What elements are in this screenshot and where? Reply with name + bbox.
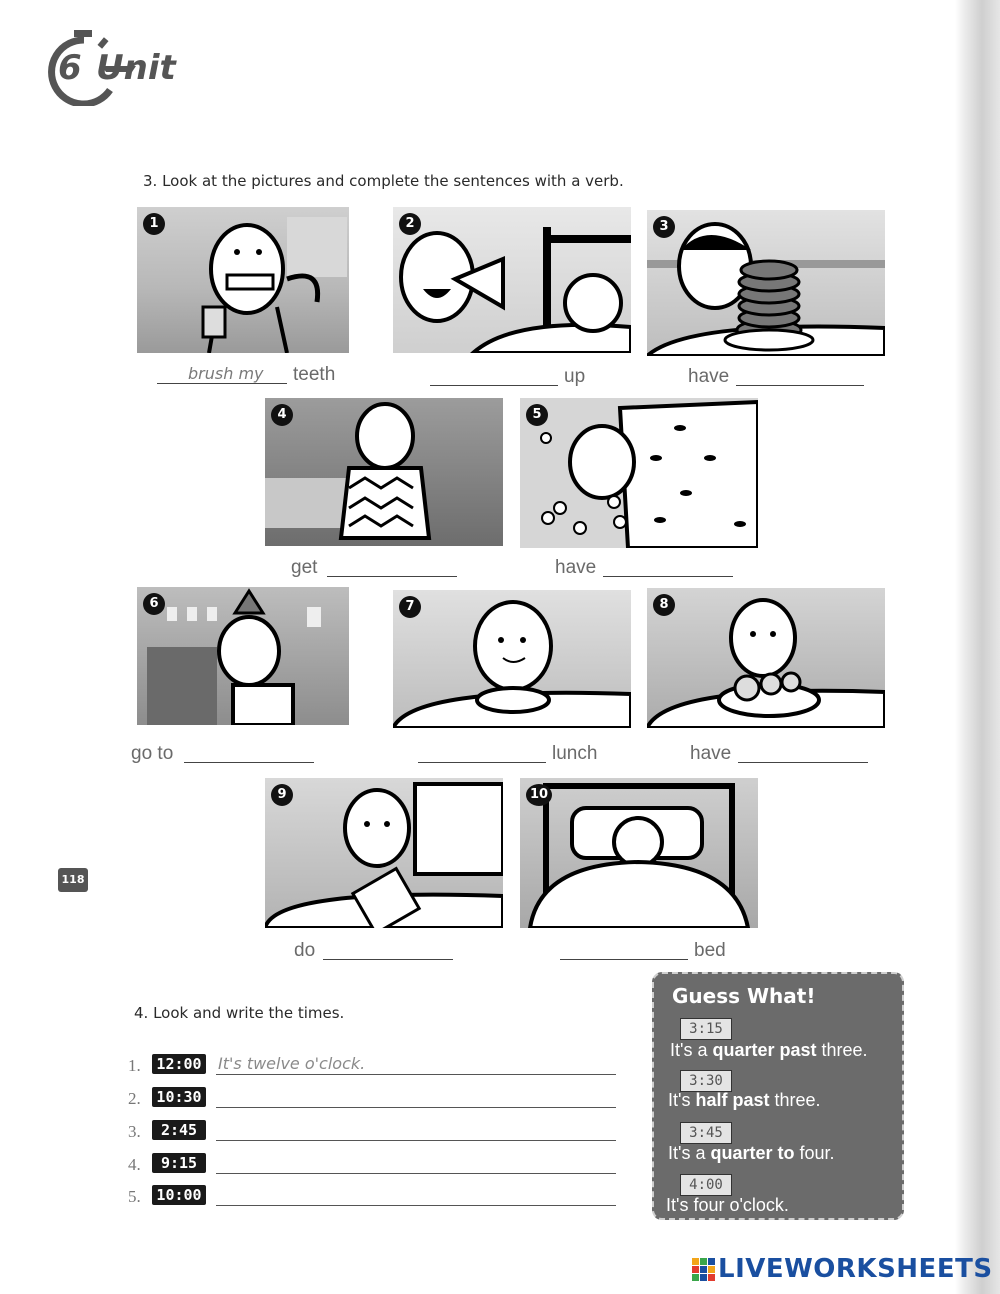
picture-6-school — [137, 587, 349, 725]
example-clock: 3:30 — [680, 1070, 732, 1092]
answer-line[interactable] — [216, 1074, 616, 1075]
row-index: 4. — [128, 1155, 141, 1174]
item-number-badge: 9 — [271, 784, 293, 806]
example-clock: 4:00 — [680, 1174, 732, 1196]
unit-number: 6 — [58, 48, 82, 88]
guess-what-title: Guess What! — [672, 984, 816, 1008]
time-row — [128, 1087, 628, 1111]
picture-7-lunch — [393, 590, 631, 728]
item-number-badge: 5 — [526, 404, 548, 426]
time-row — [128, 1153, 628, 1177]
answer-line[interactable] — [216, 1173, 616, 1174]
answer-line[interactable] — [216, 1140, 616, 1141]
time-row — [128, 1185, 628, 1209]
caption-5: have — [555, 557, 597, 578]
example-clock: 3:15 — [680, 1018, 732, 1040]
digital-clock: 9:15 — [152, 1153, 206, 1173]
answer-blank-3[interactable] — [736, 385, 864, 386]
answer-blank-6[interactable] — [184, 762, 314, 763]
item-number-badge: 4 — [271, 404, 293, 426]
answer-blank-2[interactable] — [430, 385, 558, 386]
picture-2-wake-up — [393, 207, 631, 353]
row-index: 5. — [128, 1187, 141, 1206]
digital-clock: 2:45 — [152, 1120, 206, 1140]
caption-8: have — [690, 743, 732, 764]
item-number-badge: 1 — [143, 213, 165, 235]
picture-4-get-dressed — [265, 398, 503, 546]
item-number-badge: 8 — [653, 594, 675, 616]
example-sentence: It's a quarter to four. — [668, 1143, 835, 1163]
exercise-3-heading: 3. Look at the pictures and complete the sentences with a verb. — [143, 172, 624, 190]
row-index: 1. — [128, 1056, 141, 1075]
brand-grid-icon — [692, 1258, 714, 1280]
answer-line[interactable] — [216, 1107, 616, 1108]
row-index: 2. — [128, 1089, 141, 1108]
caption-10: bed — [694, 940, 726, 961]
caption-1: teeth — [293, 364, 336, 385]
caption-2: up — [564, 366, 586, 387]
guess-what-box — [652, 972, 904, 1220]
time-answer[interactable]: It's twelve o'clock. — [218, 1054, 366, 1073]
answer-blank-4[interactable] — [327, 576, 457, 577]
liveworksheets-logo — [692, 1254, 993, 1284]
item-number-badge: 2 — [399, 213, 421, 235]
item-number-badge: 7 — [399, 596, 421, 618]
page-fold-shadow — [955, 0, 1000, 1294]
digital-clock: 10:00 — [152, 1185, 206, 1205]
brand-name: LIVEWORKSHEETS — [718, 1254, 993, 1284]
example-clock: 3:45 — [680, 1122, 732, 1144]
item-number-badge: 10 — [526, 784, 552, 806]
picture-9-homework — [265, 778, 503, 928]
picture-10-bed — [520, 778, 758, 928]
exercise-4-heading: 4. Look and write the times. — [134, 1004, 345, 1022]
answer-line[interactable] — [216, 1205, 616, 1206]
caption-9: do — [294, 940, 316, 961]
page-number: 118 — [58, 868, 88, 892]
answer-blank-1[interactable] — [157, 383, 287, 384]
answer-blank-8[interactable] — [738, 762, 868, 763]
picture-5-shower — [520, 398, 758, 548]
digital-clock: 12:00 — [152, 1054, 206, 1074]
answer-blank-9[interactable] — [323, 959, 453, 960]
picture-3-breakfast — [647, 210, 885, 356]
caption-7: lunch — [552, 743, 598, 764]
caption-3: have — [688, 366, 730, 387]
answer-blank-5[interactable] — [603, 576, 733, 577]
caption-4: get — [291, 557, 318, 578]
answer-1[interactable]: brush my — [188, 364, 264, 383]
caption-6: go to — [131, 743, 174, 764]
digital-clock: 10:30 — [152, 1087, 206, 1107]
answer-blank-7[interactable] — [418, 762, 546, 763]
unit-label: Unit — [96, 48, 176, 88]
example-sentence: It's half past three. — [668, 1090, 821, 1110]
example-sentence: It's four o'clock. — [666, 1195, 789, 1215]
row-index: 3. — [128, 1122, 141, 1141]
item-number-badge: 6 — [143, 593, 165, 615]
picture-8-dinner — [647, 588, 885, 728]
picture-1-brush-teeth — [137, 207, 349, 353]
item-number-badge: 3 — [653, 216, 675, 238]
time-row — [128, 1054, 628, 1078]
example-sentence: It's a quarter past three. — [670, 1040, 868, 1060]
time-row — [128, 1120, 628, 1144]
answer-blank-10[interactable] — [560, 959, 688, 960]
